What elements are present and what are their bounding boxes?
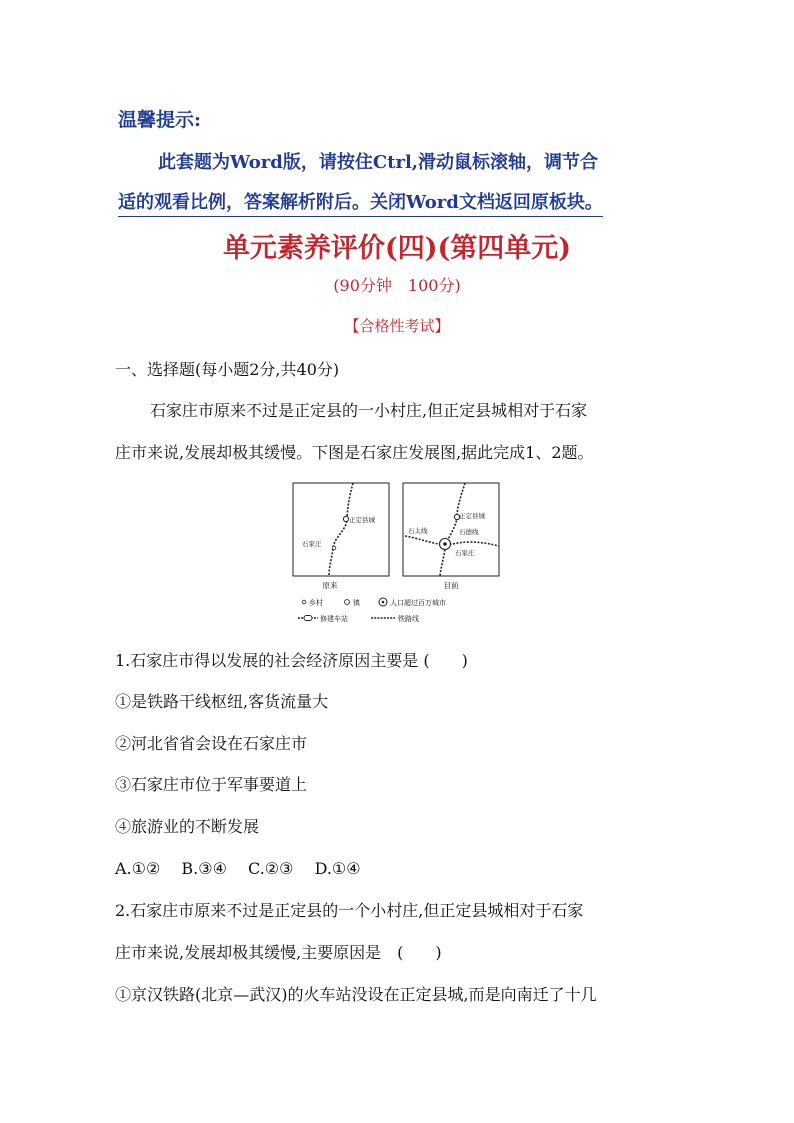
tips-line-2: 适的观看比例，答案解析附后。关闭Word文档返回原板块。: [118, 188, 603, 217]
legend-station-label: 修建车站: [320, 615, 348, 623]
right-label-shitai: 石太线: [408, 527, 428, 535]
development-map-svg: [285, 480, 510, 630]
legend-town-symbol: [345, 600, 350, 605]
left-caption: 原来: [322, 581, 338, 590]
q1-option-2: ②河北省省会设在石家庄市: [115, 734, 308, 753]
left-village-marker: [332, 546, 336, 550]
page-title: 单元素养评价(四)(第四单元): [222, 233, 572, 264]
tips-line-1: 此套题为Word版，请按住Ctrl,滑动鼠标滚轴，调节合: [158, 152, 599, 173]
legend-town-label: 镇: [353, 599, 360, 607]
q2-option-1: ①京汉铁路(北京—武汉)的火车站没设在正定县城,而是向南迁了十几: [115, 985, 597, 1004]
legend-city-label: 人口超过百万城市: [390, 599, 446, 607]
exam-type-label: 【合格性考试】: [344, 317, 450, 335]
left-label-shijiazhuang: 石家庄: [302, 540, 322, 548]
q1-option-1: ①是铁路干线枢纽,客货流量大: [115, 692, 329, 711]
left-railway-line: [329, 483, 353, 576]
left-label-zhengding: 正定县城: [349, 516, 375, 524]
q1-choices: A.①② B.③④ C.②③ D.①④: [115, 859, 361, 878]
right-label-shide: 石德线: [459, 528, 479, 536]
q1-stem: 1.石家庄市得以发展的社会经济原因主要是 ( ): [115, 651, 468, 670]
right-label-shijiazhuang: 石家庄: [455, 549, 475, 557]
left-map-frame: [293, 483, 389, 576]
intro-line-1: 石家庄市原来不过是正定县的一小村庄,但正定县城相对于石家: [150, 401, 588, 420]
right-label-zhengding: 正定县城: [459, 512, 485, 520]
legend-railway-label: 铁路线: [398, 615, 419, 623]
shijiazhuang-development-figure: [285, 480, 510, 630]
q2-stem-line-1: 2.石家庄市原来不过是正定县的一个小村庄,但正定县城相对于石家: [115, 901, 584, 920]
left-town-marker: [343, 516, 348, 521]
q1-option-3: ③石家庄市位于军事要道上: [115, 775, 308, 794]
intro-line-2: 庄市来说,发展却极其缓慢。下图是石家庄发展图,据此完成1、2题。: [115, 443, 594, 462]
tips-heading: 温馨提示:: [118, 109, 202, 131]
section-heading: 一、选择题(每小题2分,共40分): [115, 360, 340, 379]
legend-station-symbol: [304, 616, 312, 621]
legend-village-symbol: [302, 600, 306, 604]
right-city-dot: [443, 542, 447, 546]
legend-village-label: 乡村: [309, 599, 323, 607]
q1-option-4: ④旅游业的不断发展: [115, 817, 260, 836]
q2-stem-line-2: 庄市来说,发展却极其缓慢,主要原因是 ( ): [115, 943, 442, 962]
right-railway-ew: [405, 536, 499, 546]
legend-city-dot: [382, 601, 385, 604]
right-caption: 目前: [443, 581, 459, 590]
exam-duration-score: (90分钟 100分): [333, 276, 461, 295]
